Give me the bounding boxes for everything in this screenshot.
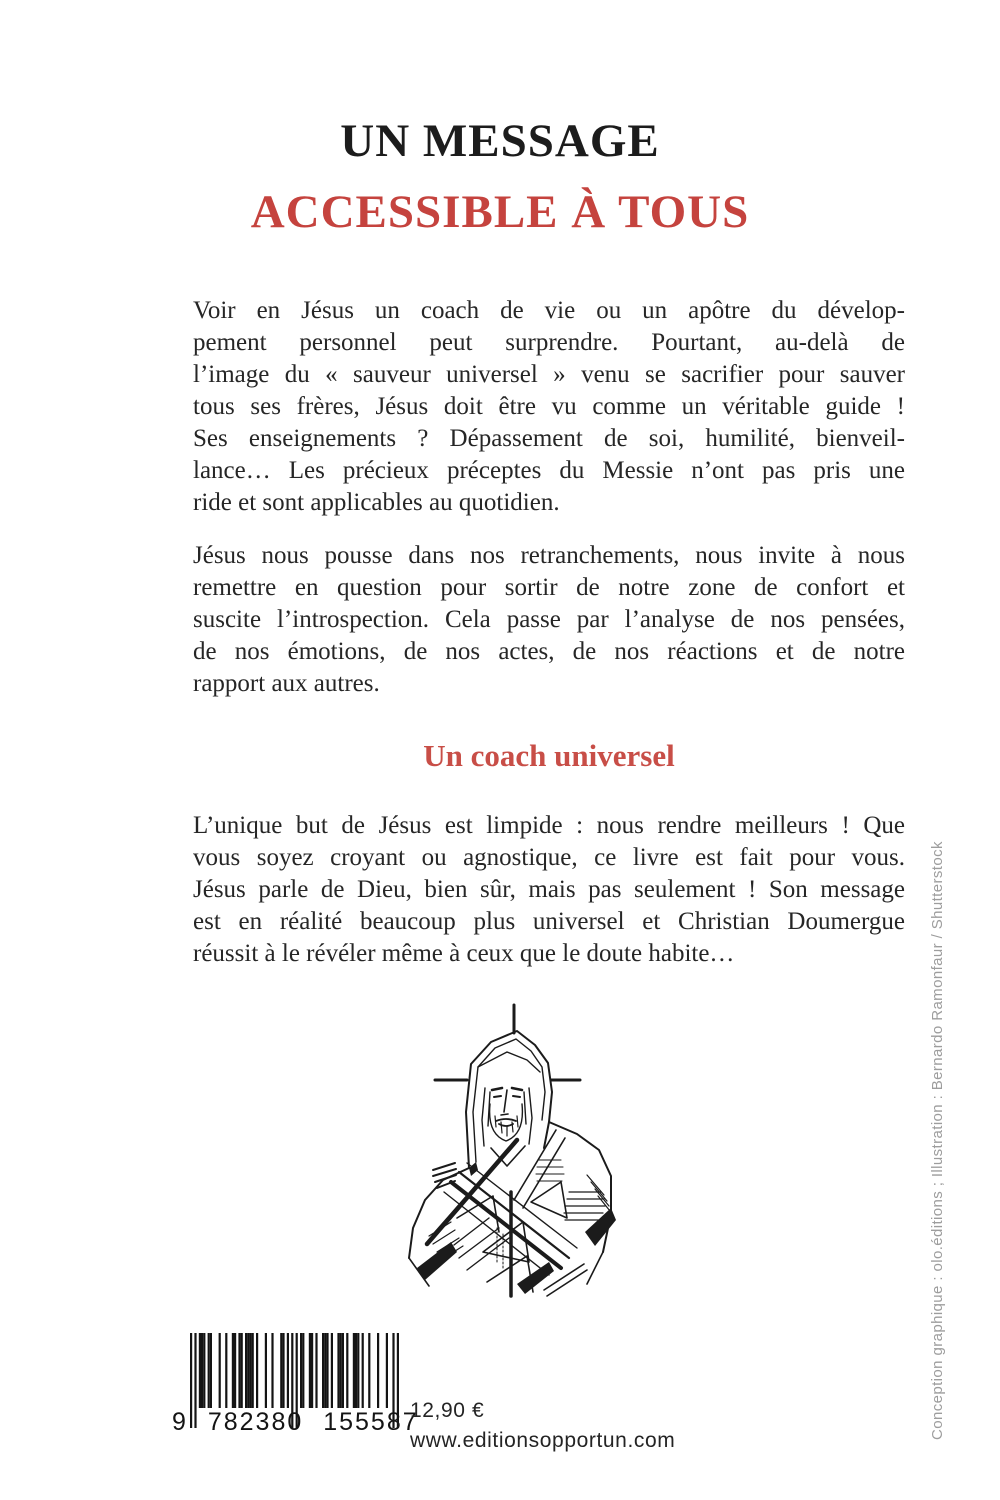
paragraph-universal-coach: L’unique but de Jésus est limpide : nous rendre meilleurs ! Que vous soyez croyant ou agnostique, ce livre est fait pour vous. Jésus parle de Dieu, bien sûr, mais pas seulement ! Son message est en réalité beaucoup plus universel et Christian Doumergue réussit à le révéler même à ceux que le doute habite… [193, 812, 905, 967]
barcode-digits: 9 782380 155587 [172, 1408, 419, 1436]
price-label: 12,90 € [410, 1399, 485, 1422]
jesus-illustration [398, 1000, 660, 1300]
design-credit: Conception graphique : olo.éditions ; Illustration : Bernardo Ramonfaur / Shutterstock [929, 841, 946, 1440]
website-url: www.editionsopportun.com [410, 1429, 676, 1452]
paragraph-intro: Voir en Jésus un coach de vie ou un apôtre du dévelop- pement personnel peut surprendre. Pourtant, au-delà de l’image du « sauveur universel » venu se sacrifier pour sauver tous ses frères, Jésus doit être vu comme un véritable guide ! Ses enseignements ? Dépassement de soi, humilité, bienveil- lance… Les précieux préceptes du Messie n’ont pas pris une ride et sont applicables au quotidien. [193, 297, 905, 516]
paragraph-introspection: Jésus nous pousse dans nos retranchements, nous invite à nous remettre en question pour sortir de notre zone de confort et suscite l’introspection. Cela passe par l’analyse de nos pensées, de nos émotions, de nos actes, de nos réactions et de notre rapport aux autres. [193, 542, 905, 697]
section-heading: Un coach universel [423, 738, 675, 773]
price-block [410, 1396, 675, 1456]
title-line-1: UN MESSAGE [340, 115, 660, 167]
title-line-2: ACCESSIBLE À TOUS [250, 186, 750, 238]
